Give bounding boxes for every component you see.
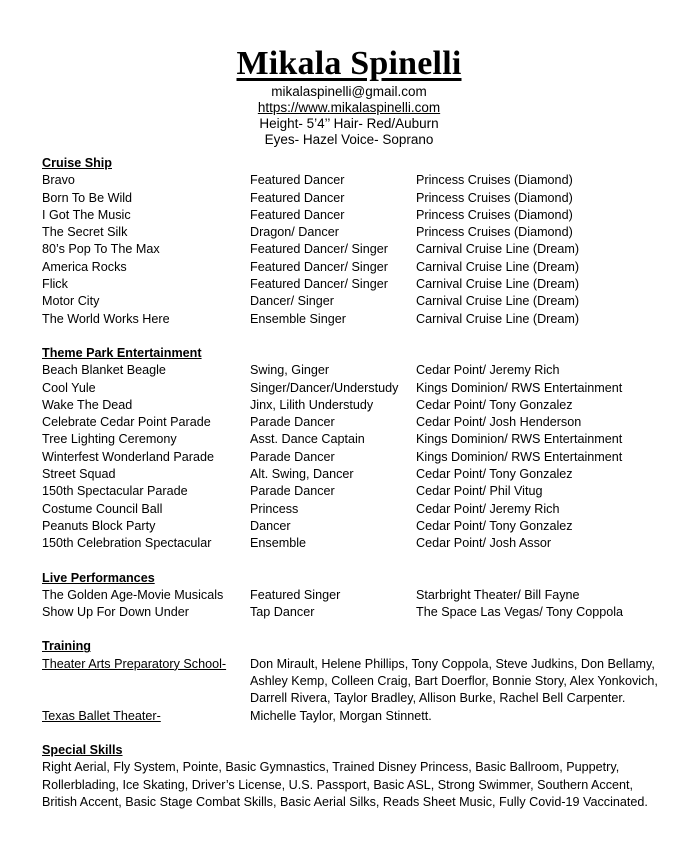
training-instructors: Don Mirault, Helene Phillips, Tony Coppola, Steve Judkins, Don Bellamy, Ashley Kemp, Colleen Craig, Bart Doerflor, Bonnie Story, Alex Yonkovich, Darrell Rivera, Taylor Bradley, Allison Burke, Rachel Bell Carpenter.: [250, 656, 658, 706]
training-school-label: Theater Arts Preparatory School-: [42, 656, 227, 671]
credit-company: The Space Las Vegas/ Tony Coppola: [416, 605, 624, 620]
credit-company: Carnival Cruise Line (Dream): [416, 259, 580, 274]
credit-company: Kings Dominion/ RWS Entertainment: [416, 432, 623, 447]
credit-company: Carnival Cruise Line (Dream): [416, 311, 580, 326]
eyes-voice-line: Eyes- Hazel Voice- Soprano: [264, 132, 434, 147]
credit-role: Featured Dancer: [250, 173, 345, 188]
credit-show: 80’s Pop To The Max: [42, 242, 160, 257]
credit-role: Princess: [250, 501, 299, 516]
credit-show: Peanuts Block Party: [42, 518, 156, 533]
credit-company: Cedar Point/ Josh Assor: [416, 536, 552, 551]
credit-show: Bravo: [42, 173, 75, 188]
credit-show: Beach Blanket Beagle: [42, 363, 166, 378]
credit-show: Cool Yule: [42, 380, 96, 395]
credit-row: [42, 604, 682, 621]
credit-company: Princess Cruises (Diamond): [416, 190, 573, 205]
credit-row: [42, 293, 682, 310]
credit-row: [42, 190, 682, 207]
credit-row: [42, 172, 682, 189]
credit-row: [42, 587, 682, 604]
credit-row: [42, 501, 682, 518]
credit-role: Featured Dancer/ Singer: [250, 259, 388, 274]
credit-company: Cedar Point/ Tony Gonzalez: [416, 518, 573, 533]
credit-company: Cedar Point/ Tony Gonzalez: [416, 467, 573, 482]
credit-show: Flick: [42, 277, 68, 292]
live-performances-heading: Live Performances: [42, 570, 155, 585]
credit-show: 150th Celebration Spectacular: [42, 536, 212, 551]
credit-role: Ensemble Singer: [250, 311, 346, 326]
credit-role: Parade Dancer: [250, 449, 335, 464]
credit-company: Cedar Point/ Jeremy Rich: [416, 363, 560, 378]
credit-show: The Golden Age-Movie Musicals: [42, 587, 224, 602]
credit-role: Dancer: [250, 518, 291, 533]
credit-show: I Got The Music: [42, 207, 131, 222]
special-skills-text: Right Aerial, Fly System, Pointe, Basic Gymnastics, Trained Disney Princess, Basic Ballroom, Puppetry, Rollerblading, Ice Skating, Driver’s License, U.S. Passport, Basic ASL, Strong Swimmer, Southern Accent, British Accent, Basic Stage Combat Skills, Basic Aerial Silks, Reads Sheet Music, Fully Covid-19 Vaccinated.: [42, 760, 648, 809]
credit-role: Singer/Dancer/Understudy: [250, 380, 399, 395]
credit-show: America Rocks: [42, 259, 127, 274]
credit-show: Street Squad: [42, 467, 116, 482]
credit-role: Featured Dancer: [250, 207, 345, 222]
credit-row: [42, 535, 682, 552]
cruise-ship-heading: Cruise Ship: [42, 156, 112, 170]
credit-show: Tree Lighting Ceremony: [42, 432, 177, 447]
credit-show: The World Works Here: [42, 311, 170, 326]
theme-park-heading: Theme Park Entertainment: [42, 345, 202, 360]
credit-row: [42, 397, 682, 414]
credit-company: Cedar Point/ Josh Henderson: [416, 415, 582, 430]
credit-company: Carnival Cruise Line (Dream): [416, 242, 580, 257]
credit-company: Carnival Cruise Line (Dream): [416, 277, 580, 292]
credit-role: Featured Dancer/ Singer: [250, 242, 388, 257]
credit-role: Ensemble: [250, 536, 307, 551]
credit-show: Show Up For Down Under: [42, 605, 189, 620]
credit-company: Cedar Point/ Jeremy Rich: [416, 501, 560, 516]
credit-company: Princess Cruises (Diamond): [416, 173, 573, 188]
credit-role: Parade Dancer: [250, 484, 335, 499]
credit-row: [42, 241, 682, 258]
credit-show: 150th Spectacular Parade: [42, 484, 188, 499]
credit-show: Born To Be Wild: [42, 190, 133, 205]
credit-role: Featured Singer: [250, 587, 341, 602]
theme-park-list: [42, 362, 682, 552]
credit-row: [42, 483, 682, 500]
credit-row: [42, 259, 682, 276]
training-instructors: Michelle Taylor, Morgan Stinnett.: [250, 708, 432, 723]
credit-row: [42, 311, 682, 328]
credit-company: Kings Dominion/ RWS Entertainment: [416, 380, 623, 395]
credit-role: Dancer/ Singer: [250, 294, 334, 309]
credit-role: Alt. Swing, Dancer: [250, 467, 354, 482]
resume-body: [42, 155, 682, 811]
credit-show: The Secret Silk: [42, 225, 128, 240]
credit-role: Tap Dancer: [250, 605, 315, 620]
training-item: [42, 708, 682, 725]
credit-row: [42, 362, 682, 379]
credit-role: Asst. Dance Captain: [250, 432, 365, 447]
special-skills-heading: Special Skills: [42, 742, 123, 757]
credit-show: Wake The Dead: [42, 397, 133, 412]
credit-role: Featured Dancer/ Singer: [250, 277, 388, 292]
credit-row: [42, 207, 682, 224]
credit-company: Princess Cruises (Diamond): [416, 225, 573, 240]
credit-role: Jinx, Lilith Understudy: [250, 397, 374, 412]
training-item: [42, 656, 682, 708]
live-performances-list: [42, 587, 682, 622]
credit-show: Winterfest Wonderland Parade: [42, 449, 214, 464]
credit-company: Princess Cruises (Diamond): [416, 207, 573, 222]
credit-role: Dragon/ Dancer: [250, 225, 339, 240]
training-heading: Training: [42, 639, 91, 654]
credit-row: [42, 276, 682, 293]
credit-show: Motor City: [42, 294, 100, 309]
training-school-label: Texas Ballet Theater-: [42, 708, 161, 723]
email-text: mikalaspinelli@gmail.com: [271, 84, 427, 99]
credit-row: [42, 414, 682, 431]
credit-row: [42, 466, 682, 483]
credit-show: Celebrate Cedar Point Parade: [42, 415, 211, 430]
credit-row: [42, 431, 682, 448]
credit-company: Starbright Theater/ Bill Fayne: [416, 587, 580, 602]
credit-row: [42, 449, 682, 466]
credit-company: Cedar Point/ Phil Vitug: [416, 484, 543, 499]
credit-row: [42, 518, 682, 535]
credit-role: Swing, Ginger: [250, 363, 330, 378]
website-link[interactable]: https://www.mikalaspinelli.com: [257, 100, 441, 115]
credit-role: Featured Dancer: [250, 190, 345, 205]
credit-row: [42, 224, 682, 241]
credit-company: Cedar Point/ Tony Gonzalez: [416, 397, 573, 412]
credit-row: [42, 380, 682, 397]
performer-name: Mikala Spinelli: [236, 45, 462, 82]
height-hair-line: Height- 5’4’’ Hair- Red/Auburn: [259, 116, 439, 131]
credit-role: Parade Dancer: [250, 415, 335, 430]
cruise-ship-list: [42, 172, 682, 328]
credit-company: Carnival Cruise Line (Dream): [416, 294, 580, 309]
resume-header: [0, 44, 698, 148]
credit-company: Kings Dominion/ RWS Entertainment: [416, 449, 623, 464]
credit-show: Costume Council Ball: [42, 501, 163, 516]
